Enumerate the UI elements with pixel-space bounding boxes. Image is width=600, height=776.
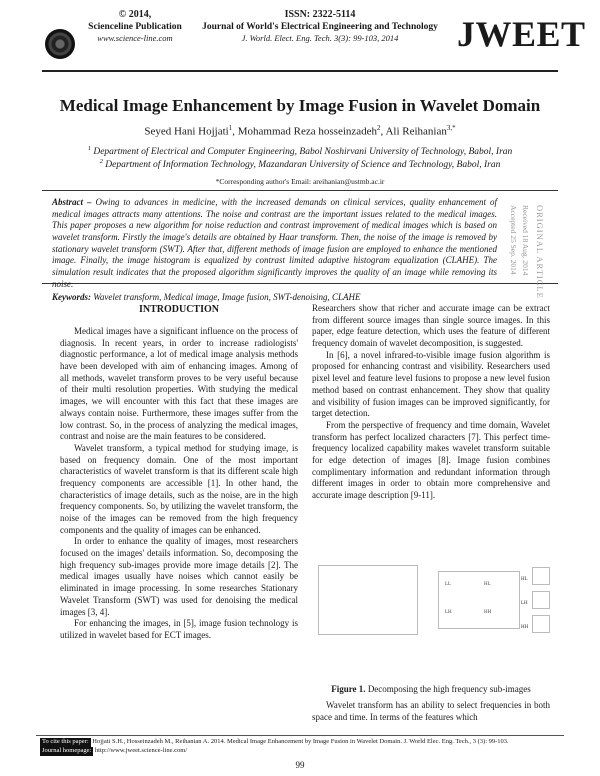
author-name: Ali Reihanian	[385, 125, 447, 138]
paragraph: For enhancing the images, in [5], image fusion technology is utilized in wavelet based for ECT images.	[60, 618, 298, 640]
figure-caption	[312, 684, 550, 694]
abstract-label: Abstract –	[52, 197, 92, 207]
subband-hl: HL	[484, 582, 491, 587]
side-label-hh: HH	[521, 625, 529, 630]
paragraph: In [6], a novel infrared-to-visible image fusion algorithm is proposed for enhancing contrast and visibility. Researchers used pixel level and feature level fusions to propose a new level fusion method based on contrast enhancement. They show that quality and visibility of fusion images can be improved significantly, for target detection.	[312, 349, 550, 419]
paragraph: From the perspective of frequency and time domain, Wavelet transform has perfect localized characters [7]. This perfect time-frequency localized capability makes wavelet transform suitable for edge detection of images [8]. Image fusion combines complimentary information and redundant information through different images in order to obtain more comprehensive and accurate image description [9-11].	[312, 419, 550, 500]
publisher-name: Scienceline Publication	[88, 22, 182, 32]
subband-lh: LH	[445, 610, 452, 615]
section-heading: INTRODUCTION	[138, 304, 219, 315]
figure-caption-text: Decomposing the high frequency sub-images	[367, 684, 531, 694]
paper-title: Medical Image Enhancement by Image Fusion in Wavelet Domain	[59, 96, 541, 115]
received-date: Received 18 Aug. 2014	[521, 205, 530, 276]
abstract	[52, 197, 497, 291]
journal-citation: J. World. Elect. Eng. Tech. 3(3): 99-103, 2014	[241, 33, 399, 44]
paragraph: In order to enhance the quality of images, most researchers focused on the images' details information. So, decomposing the high frequency sub-images provide more image details [2]. The medical images usually have noises which cannot easily be eliminated in image processing. In some researches Stationary Wavelet Transform (SWT) was used for denoising the medical images [3, 4].	[60, 536, 298, 617]
side-label-lh: LH	[521, 601, 528, 606]
figure-caption-label: Figure 1.	[331, 684, 366, 694]
affiliation-2	[40, 158, 560, 170]
author-name: Seyed Hani Hojjati	[144, 125, 229, 138]
footer	[40, 738, 560, 756]
subband-ll: LL	[445, 582, 452, 587]
publisher-website[interactable]: www.science-line.com	[97, 33, 173, 44]
hl-grid	[532, 567, 550, 585]
author-sep: ,	[232, 125, 238, 138]
paragraph: Researchers show that richer and accurate image can be extract from different source images than single source images. In this paper, edge feature detection, which uses the feature of different frequency domain of wavelet decomposition, is suggested.	[312, 303, 550, 349]
cite-text: Hojjati S.H., Hosseinzadeh M., Reihanian A. 2014. Medical Image Enhancement by Image Fusion in Wavelet Domain. J. World Elec. Eng. Tech., 3 (3): 99-103.	[92, 738, 509, 745]
right-column-continued	[312, 700, 550, 723]
author-sup: 3,*	[446, 124, 456, 132]
copyright-year: © 2014,	[118, 9, 152, 20]
author-list	[40, 124, 560, 138]
article-dates	[505, 205, 555, 299]
publisher-block	[80, 8, 190, 44]
homepage-label: Journal homepage:	[42, 746, 92, 754]
journal-abbrev: JWEET	[457, 14, 586, 54]
decomposition-box	[438, 571, 520, 629]
hh-grid	[532, 615, 550, 633]
right-column	[312, 303, 550, 502]
left-column	[60, 303, 298, 642]
keywords-label: Keywords:	[52, 292, 91, 302]
cite-label: To cite this paper:	[42, 738, 89, 745]
subband-hh: HH	[484, 610, 492, 615]
homepage-link[interactable]: http://www.jweet.science-line.com/	[94, 746, 188, 754]
affiliation-sup: 2	[99, 158, 103, 165]
source-image-box	[318, 565, 418, 635]
corresponding-email: *Corresponding author's Email: areihanian@ustmb.ac.ir	[215, 177, 385, 186]
journal-name: Journal of World's Electrical Engineering and Technology	[202, 22, 438, 32]
author-name: Mohammad Reza hosseinzadeh	[237, 125, 378, 138]
footer-divider	[36, 735, 564, 736]
affiliation-text: Department of Electrical and Computer Engineering, Babol Noshirvani University of Technology, Babol, Iran	[93, 147, 513, 158]
paragraph: Wavelet transform, a typical method for studying image, is based on frequency domain. One of the most important characteristics of wavelet transform is that its different scale high frequency components are accessible [1]. In other hand, the characteristics of image details, such as the noise, are in the high frequency components. So, by utilizing the wavelet transform, the noise of the images can be removed from the high frequency components and the quality of images can be enhanced.	[60, 442, 298, 535]
author-sup: 1	[228, 124, 233, 132]
issn: ISSN: 2322-5114	[284, 9, 356, 20]
publisher-logo	[45, 29, 75, 59]
journal-block	[192, 8, 448, 44]
page-number: 99	[295, 760, 305, 770]
article-type: ORIGINAL ARTICLE	[535, 205, 545, 299]
keywords	[52, 292, 552, 302]
affiliation-text: Department of Information Technology, Mazandaran University of Science and Technology, Babol, Iran	[105, 160, 501, 171]
author-sep: ,	[380, 125, 386, 138]
lh-grid	[532, 591, 550, 609]
paragraph: Wavelet transform has an ability to select frequencies in both space and time. In terms of the features which	[312, 700, 550, 722]
accepted-date: Accepted 25 Sep. 2014	[509, 205, 518, 275]
abstract-text: Owing to advances in medicine, with the increased demands on clinical services, quality enhancement of medical images attracts many attentions. The noise and contrast are the important issues related to the medical images. This paper proposes a new algorithm for noise reduction and contrast improvement of medical images which is based on wavelet transform. Firstly the image's details are obtained by Haar transform. Then, the noise of the image is removed by stationary wavelet transform (SWT). After that, different methods of image fusion are employed to enhance the mentioned image. Finally, the image histogram is equalized by contrast limited adaptive histogram equalization (CLAHE). The simulation result indicates that the proposed algorithm significantly improves the quality of an image while removing its noise.	[52, 197, 497, 289]
side-label-hl: HL	[521, 577, 528, 582]
affiliation-sup: 1	[87, 145, 91, 152]
keywords-text: Wavelet transform, Medical image, Image fusion, SWT-denoising, CLAHE	[93, 292, 361, 302]
header-divider	[42, 70, 558, 72]
figure-1	[318, 565, 550, 635]
paragraph: Medical images have a significant influence on the process of diagnosis. In recent years, in order to increase radiologists' diagnostic performance, a lot of medical image analysis methods have been developed with aim of enhancing images. Among of all methods, wavelet transform proves to be very useful because of their multi resolution properties. With studying the medical images, we will encounter with this fact that these images are always contain noise. Furthermore, these images suffer from the low contrast. So, in the process of analyzing the medical images, contrast and noise are the main features to be considered.	[60, 326, 298, 442]
author-sup: 2	[377, 124, 381, 132]
affiliation-1	[40, 145, 560, 157]
